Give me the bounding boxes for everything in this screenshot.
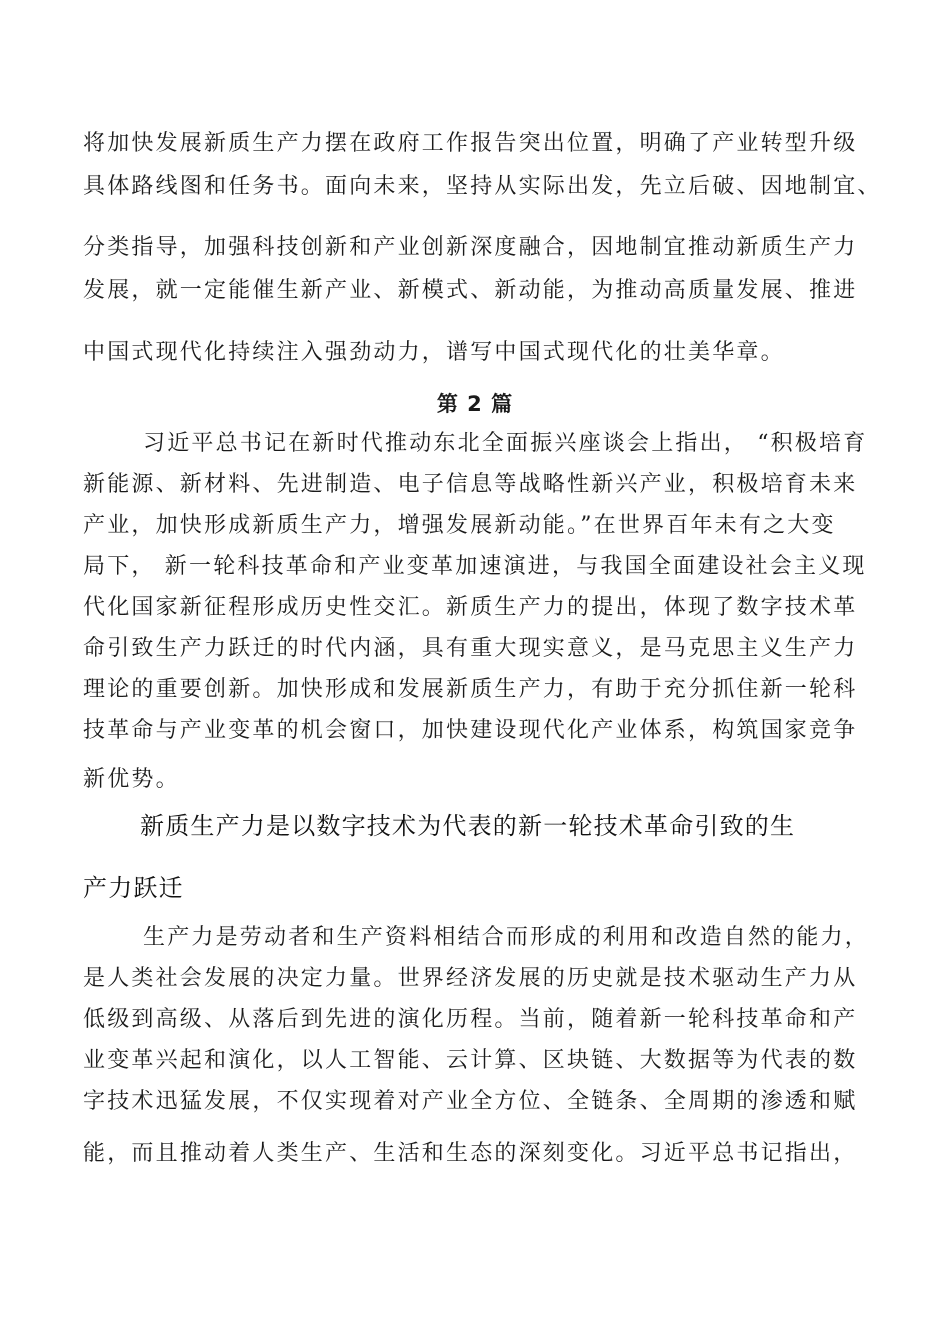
paragraph-line: 习近平总书记在新时代推动东北全面振兴座谈会上指出， “积极培育	[143, 431, 868, 456]
subheading-line: 产力跃迁	[83, 874, 184, 902]
paragraph-line: 能，而且推动着人类生产、生活和生态的深刻变化。习近平总书记指出，	[83, 1141, 858, 1166]
paragraph-line: 具体路线图和任务书。面向未来，坚持从实际出发，先立后破、因地制宜、	[83, 174, 882, 199]
paragraph-line: 中国式现代化持续注入强劲动力，谱写中国式现代化的壮美华章。	[83, 340, 785, 365]
paragraph-line: 业变革兴起和演化，以人工智能、云计算、区块链、大数据等为代表的数	[83, 1048, 858, 1073]
subheading-line: 新质生产力是以数字技术为代表的新一轮技术革命引致的生	[140, 812, 796, 840]
paragraph-line: 将加快发展新质生产力摆在政府工作报告突出位置，明确了产业转型升级	[83, 131, 858, 156]
section-title: 第 2 篇	[436, 392, 514, 416]
paragraph-line: 是人类社会发展的决定力量。世界经济发展的历史就是技术驱动生产力从	[83, 966, 858, 991]
paragraph-line: 新优势。	[83, 767, 180, 792]
paragraph-line: 生产力是劳动者和生产资料相结合而形成的利用和改造自然的能力，	[143, 925, 870, 950]
paragraph-line: 代化国家新征程形成历史性交汇。新质生产力的提出，体现了数字技术革	[83, 595, 858, 620]
paragraph-line: 新能源、新材料、先进制造、电子信息等战略性新兴产业，积极培育未来	[83, 472, 858, 497]
paragraph-line: 理论的重要创新。加快形成和发展新质生产力，有助于充分抓住新一轮科	[83, 677, 858, 702]
paragraph-line: 低级到高级、从落后到先进的演化历程。当前，随着新一轮科技革命和产	[83, 1007, 858, 1032]
paragraph-line: 发展，就一定能催生新产业、新模式、新动能，为推动高质量发展、推进	[83, 278, 858, 303]
paragraph-line: 局下， 新一轮科技革命和产业变革加速演进，与我国全面建设社会主义现	[83, 554, 867, 579]
paragraph-line: 技革命与产业变革的机会窗口，加快建设现代化产业体系，构筑国家竞争	[83, 718, 858, 743]
paragraph-line: 命引致生产力跃迁的时代内涵，具有重大现实意义，是马克思主义生产力	[83, 636, 858, 661]
paragraph-line: 产业，加快形成新质生产力，增强发展新动能。”在世界百年未有之大变	[83, 513, 836, 538]
paragraph-line: 字技术迅猛发展，不仅实现着对产业全方位、全链条、全周期的渗透和赋	[83, 1089, 858, 1114]
paragraph-line: 分类指导，加强科技创新和产业创新深度融合，因地制宜推动新质生产力	[83, 235, 858, 260]
